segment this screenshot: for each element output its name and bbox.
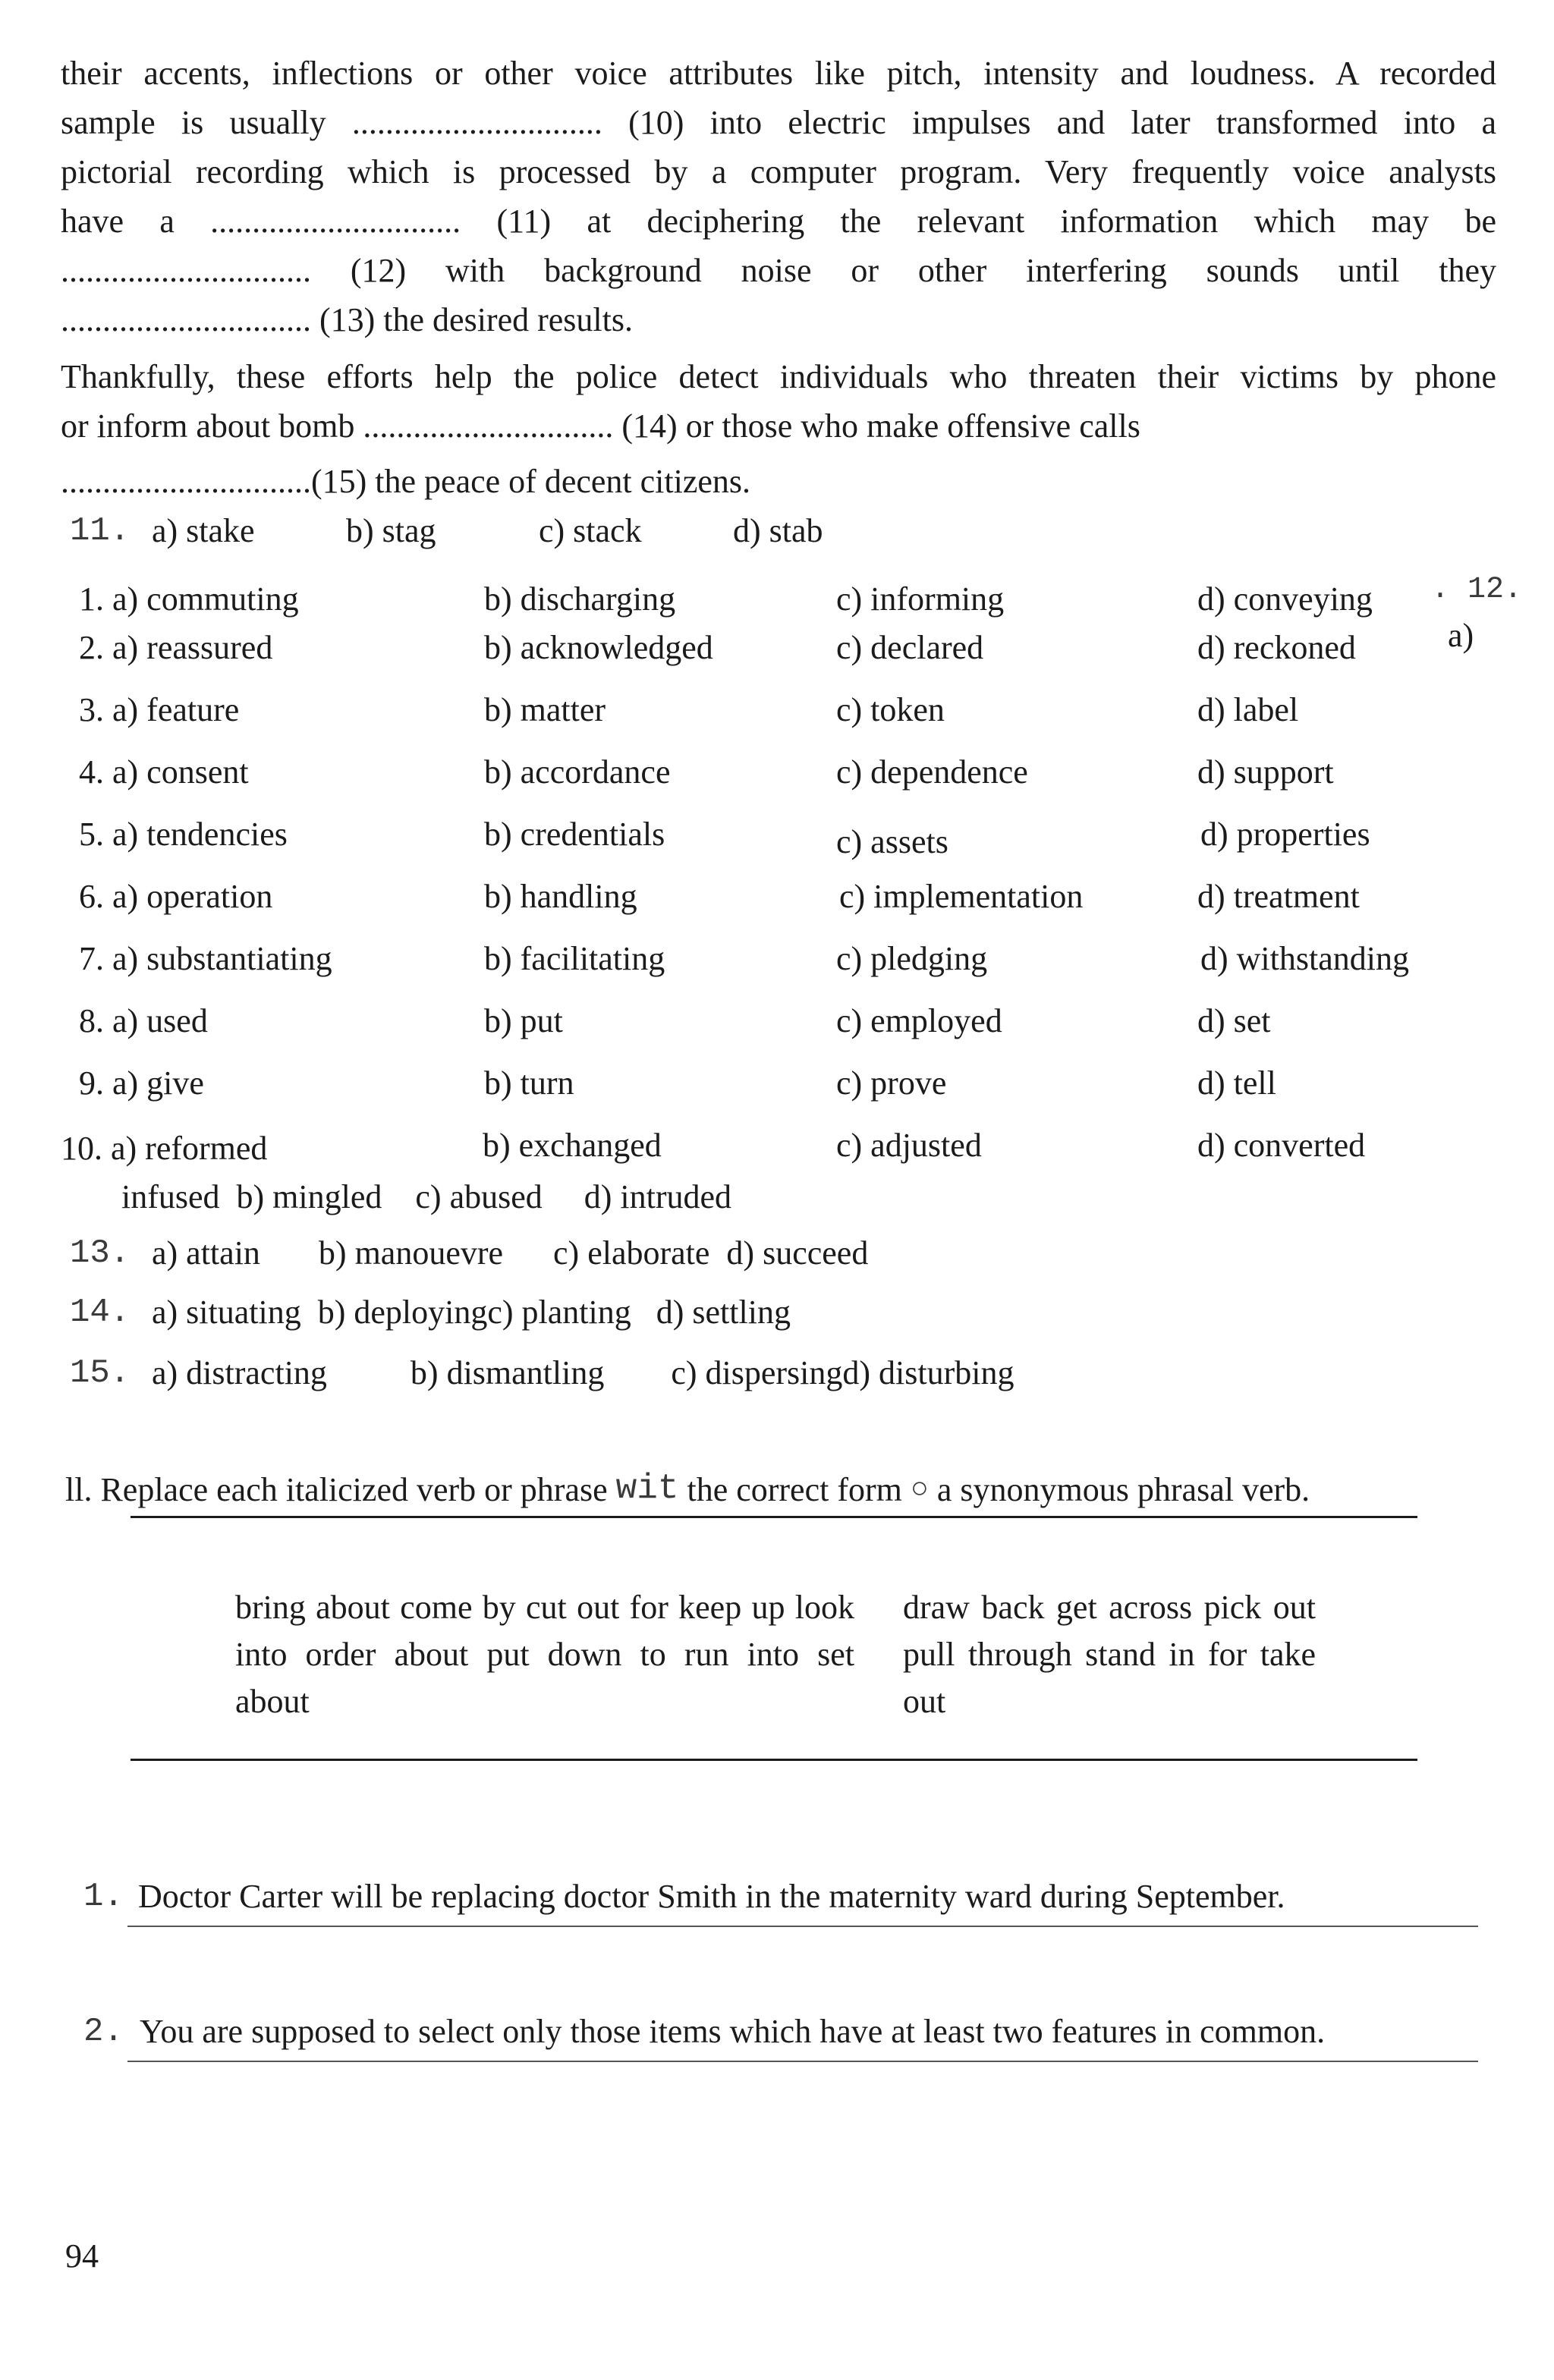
option-row-d: d) conveying — [1197, 580, 1373, 618]
option-row-c: c) adjusted — [836, 1127, 982, 1164]
answer-line[interactable] — [127, 1926, 1478, 1927]
section-heading-prefix: ll. Replace each italicized verb or phrase — [65, 1471, 608, 1508]
phrasal-verb-list-left: bring about come by cut out for keep up look into order about put down to run into set about — [235, 1589, 854, 1720]
option-d: d) stab — [733, 512, 823, 549]
passage-line: sample is usually .............................. (10) into electric impulses and later transformed into a — [61, 104, 1496, 141]
question-13-options: a) attain b) manouevre c) elaborate d) succeed — [152, 1234, 869, 1272]
section-heading — [65, 1469, 1310, 1511]
question-12-options: infused b) mingled c) abused d) intruded — [121, 1178, 732, 1215]
passage-line: ..............................(15) the peace of decent citizens. — [61, 463, 751, 500]
option-row-d: d) treatment — [1197, 878, 1360, 915]
question-number: 14. — [70, 1294, 131, 1331]
exercise-number: 2. — [83, 2013, 124, 2051]
option-row-b: b) turn — [484, 1064, 574, 1102]
question-14-options: a) situating b) deployingc) planting d) settling — [152, 1294, 791, 1331]
exercise-number: 1. — [83, 1878, 124, 1916]
option-row-c: c) declared — [836, 629, 984, 666]
option-row-a: 8. a) used — [79, 1002, 208, 1039]
option-row-d: d) reckoned — [1197, 629, 1356, 666]
answer-line[interactable] — [127, 2061, 1478, 2062]
option-row-a: 5. a) tendencies — [79, 816, 288, 853]
option-row-b: b) credentials — [484, 816, 665, 853]
option-row-d: d) converted — [1197, 1127, 1366, 1164]
option-row-a: 10. a) reformed — [61, 1130, 268, 1167]
option-row-a: 2. a) reassured — [79, 629, 273, 666]
divider — [131, 1516, 1417, 1518]
option-row-a: 9. a) give — [79, 1064, 204, 1102]
option-row-b: b) discharging — [484, 580, 676, 618]
option-row-b: b) accordance — [484, 753, 671, 791]
option-row-a: 3. a) feature — [79, 691, 240, 728]
question-15-options: a) distracting b) dismantling c) dispersingd) disturbing — [152, 1354, 1015, 1391]
passage-line: have a .............................. (11) at deciphering the relevant information which may be — [61, 203, 1496, 240]
option-b: b) stag — [346, 512, 436, 549]
option-a: a) stake — [152, 512, 255, 549]
question-12-a-label: a) — [1448, 617, 1474, 654]
option-row-d: d) label — [1197, 691, 1299, 728]
option-row-b: b) acknowledged — [484, 629, 713, 666]
option-row-c: c) employed — [836, 1002, 1002, 1039]
exercise-sentence: You are supposed to select only those items which have at least two features in common. — [140, 2013, 1326, 2050]
option-row-a: 1. a) commuting — [79, 580, 299, 618]
option-row-c: c) pledging — [836, 940, 988, 977]
section-heading-suffix: a synonymous phrasal verb. — [936, 1471, 1310, 1508]
option-row-d: d) tell — [1197, 1064, 1276, 1102]
passage-line: .............................. (12) with background noise or other interfering sounds until they — [61, 252, 1496, 289]
passage-line: Thankfully, these efforts help the police detect individuals who threaten their victims by phone — [61, 358, 1496, 395]
passage-line: .............................. (13) the desired results. — [61, 301, 633, 338]
page-number: 94 — [65, 2237, 99, 2275]
section-heading-garble: ○ — [910, 1473, 929, 1508]
option-row-a: 7. a) substantiating — [79, 940, 332, 977]
question-number: 15. — [70, 1354, 131, 1392]
option-c: c) stack — [539, 512, 642, 549]
section-heading-middle: the correct form — [687, 1471, 902, 1508]
option-row-b: b) handling — [484, 878, 637, 915]
question-number: 11. — [70, 512, 131, 550]
option-row-d: d) properties — [1200, 816, 1370, 853]
question-12-marker: . 12. — [1431, 573, 1523, 607]
option-row-c: c) assets — [836, 823, 948, 860]
option-row-b: b) facilitating — [484, 940, 665, 977]
phrasal-verb-list-right: draw back get across pick out pull through stand in for take out — [903, 1589, 1316, 1720]
passage-paragraph-2 — [61, 352, 1496, 506]
passage-line: their accents, inflections or other voice attributes like pitch, intensity and loudness. A recorded — [61, 55, 1496, 92]
question-number: 13. — [70, 1234, 131, 1272]
exercise-sentence: Doctor Carter will be replacing doctor Smith in the maternity ward during September. — [138, 1878, 1285, 1915]
option-row-c: c) prove — [836, 1064, 947, 1102]
option-row-a: 6. a) operation — [79, 878, 273, 915]
passage-line: or inform about bomb .............................. (14) or those who make offensive calls — [61, 407, 1140, 445]
section-heading-garble: wit — [615, 1469, 679, 1508]
option-row-c: c) token — [836, 691, 945, 728]
option-row-d: d) support — [1197, 753, 1334, 791]
option-row-c: c) informing — [836, 580, 1005, 618]
option-row-a: 4. a) consent — [79, 753, 249, 791]
option-row-c: c) implementation — [839, 878, 1084, 915]
passage-paragraph-1 — [61, 49, 1496, 344]
option-row-d: d) set — [1197, 1002, 1271, 1039]
option-row-b: b) matter — [484, 691, 606, 728]
passage-line: pictorial recording which is processed by a computer program. Very frequently voice analysts — [61, 153, 1496, 190]
divider — [131, 1759, 1417, 1761]
option-row-b: b) exchanged — [483, 1127, 662, 1164]
option-row-c: c) dependence — [836, 753, 1028, 791]
option-row-b: b) put — [484, 1002, 563, 1039]
option-row-d: d) withstanding — [1200, 940, 1409, 977]
